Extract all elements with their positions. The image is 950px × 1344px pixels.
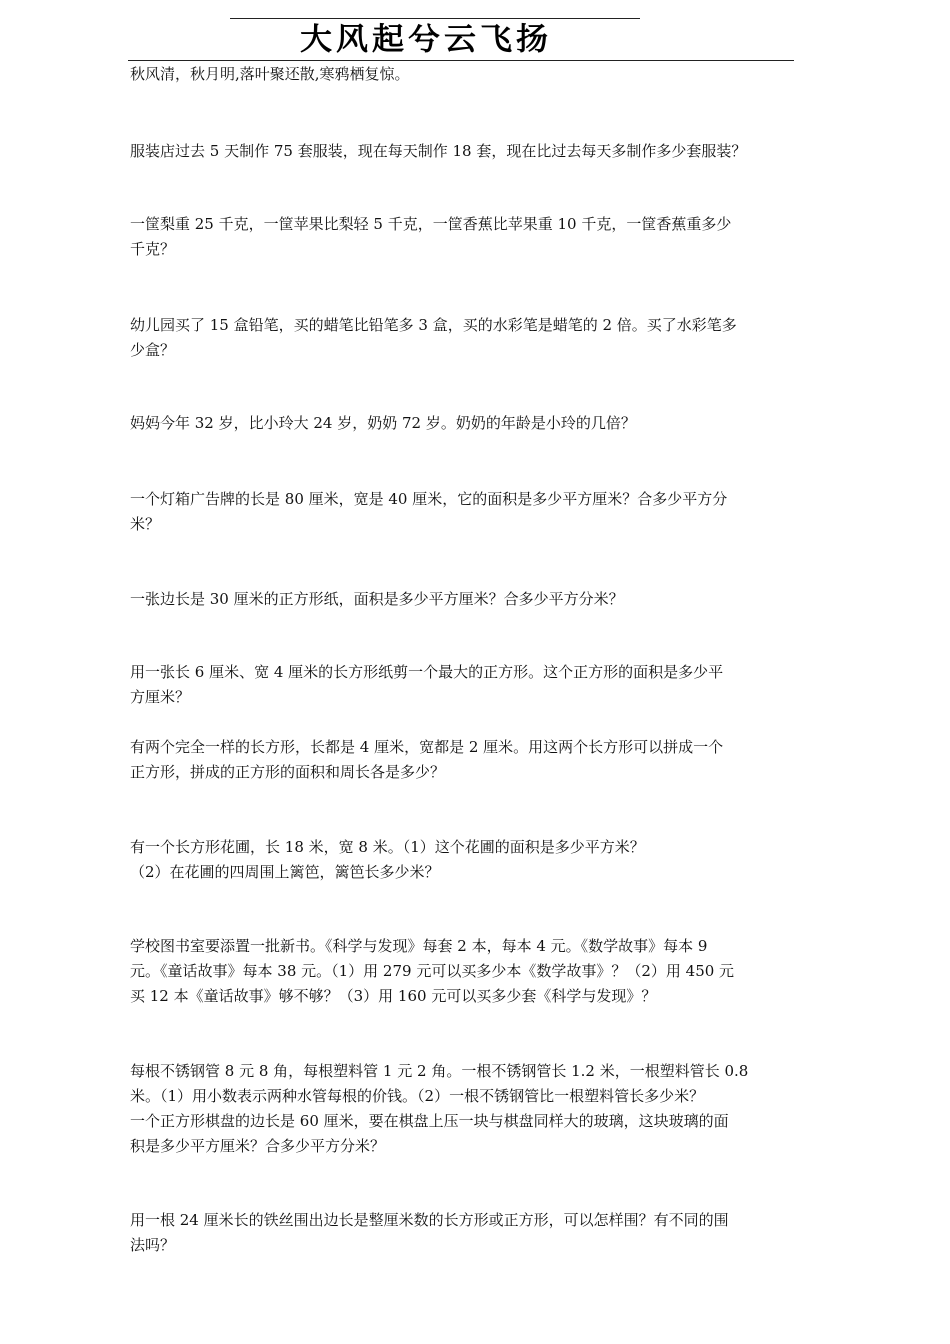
problem-line: 一筐梨重 25 千克，一筐苹果比梨轻 5 千克，一筐香蕉比苹果重 10 千克，一筐香蕉重多少: [130, 215, 732, 233]
problem-3: [130, 313, 794, 363]
problem-line: 有两个完全一样的长方形，长都是 4 厘米，宽都是 2 厘米。用这两个长方形可以拼成一个: [130, 738, 724, 756]
problem-line: 少盒？: [130, 341, 176, 359]
problem-12: [130, 1208, 794, 1258]
problem-8: [130, 735, 794, 785]
problem-line: 积是多少平方厘米？合多少平方分米？: [130, 1137, 386, 1155]
poem-line: [130, 62, 794, 87]
problem-7: [130, 660, 794, 710]
problem-1: [130, 139, 794, 164]
problem-line: （2）在花圃的四周围上篱笆，篱笆长多少米？: [130, 863, 440, 881]
problem-line: 千克？: [130, 240, 176, 258]
problem-line: 方厘米？: [130, 688, 191, 706]
problem-10: [130, 934, 794, 1009]
problem-5: [130, 487, 794, 537]
problem-2: [130, 212, 794, 262]
problem-line: 一个正方形棋盘的边长是 60 厘米，要在棋盘上压一块与棋盘同样大的玻璃，这块玻璃的面: [130, 1112, 729, 1130]
problem-line: 元。《童话故事》每本 38 元。（1）用 279 元可以买多少本《数学故事》？（2）用 450 元: [130, 962, 735, 980]
problem-line: 一个灯箱广告牌的长是 80 厘米，宽是 40 厘米，它的面积是多少平方厘米？合多少平方分: [130, 490, 728, 508]
problem-line: 米？: [130, 515, 161, 533]
problem-line: 用一张长 6 厘米、宽 4 厘米的长方形纸剪一个最大的正方形。这个正方形的面积是多少平: [130, 663, 724, 681]
problem-11: [130, 1059, 794, 1159]
problem-line: 米。（1）用小数表示两种水管每根的价钱。（2）一根不锈钢管比一根塑料管长多少米？: [130, 1087, 705, 1105]
problem-9: [130, 835, 794, 885]
problem-line: 每根不锈钢管 8 元 8 角，每根塑料管 1 元 2 角。一根不锈钢管长 1.2 米，一根塑料管长 0.8: [130, 1062, 749, 1080]
problem-line: 服装店过去 5 天制作 75 套服装，现在每天制作 18 套，现在比过去每天多制作多少套服装？: [130, 142, 747, 160]
problem-line: 幼儿园买了 15 盒铅笔，买的蜡笔比铅笔多 3 盒，买的水彩笔是蜡笔的 2 倍。买了水彩笔多: [130, 316, 737, 334]
header-rule-bottom: [128, 60, 794, 61]
problem-line: 有一个长方形花圃，长 18 米，宽 8 米。（1）这个花圃的面积是多少平方米？: [130, 838, 645, 856]
problem-line: 一张边长是 30 厘米的正方形纸，面积是多少平方厘米？合多少平方分米？: [130, 590, 624, 608]
problem-line: 法吗？: [130, 1236, 176, 1254]
header-title: 大风起兮云飞扬: [300, 20, 553, 58]
problem-line: 学校图书室要添置一批新书。《科学与发现》每套 2 本，每本 4 元。《数学故事》每本 9: [130, 937, 708, 955]
poem-text: 秋风清，秋月明,落叶聚还散,寒鸦栖复惊。: [130, 65, 410, 83]
problem-6: [130, 587, 794, 612]
problem-line: 买 12 本《童话故事》够不够？（3）用 160 元可以买多少套《科学与发现》？: [130, 987, 657, 1005]
problem-4: [130, 411, 794, 436]
problem-line: 正方形，拼成的正方形的面积和周长各是多少？: [130, 763, 446, 781]
problem-line: 用一根 24 厘米长的铁丝围出边长是整厘米数的长方形或正方形，可以怎样围？有不同的围: [130, 1211, 729, 1229]
problem-line: 妈妈今年 32 岁，比小玲大 24 岁，奶奶 72 岁。奶奶的年龄是小玲的几倍？: [130, 414, 636, 432]
